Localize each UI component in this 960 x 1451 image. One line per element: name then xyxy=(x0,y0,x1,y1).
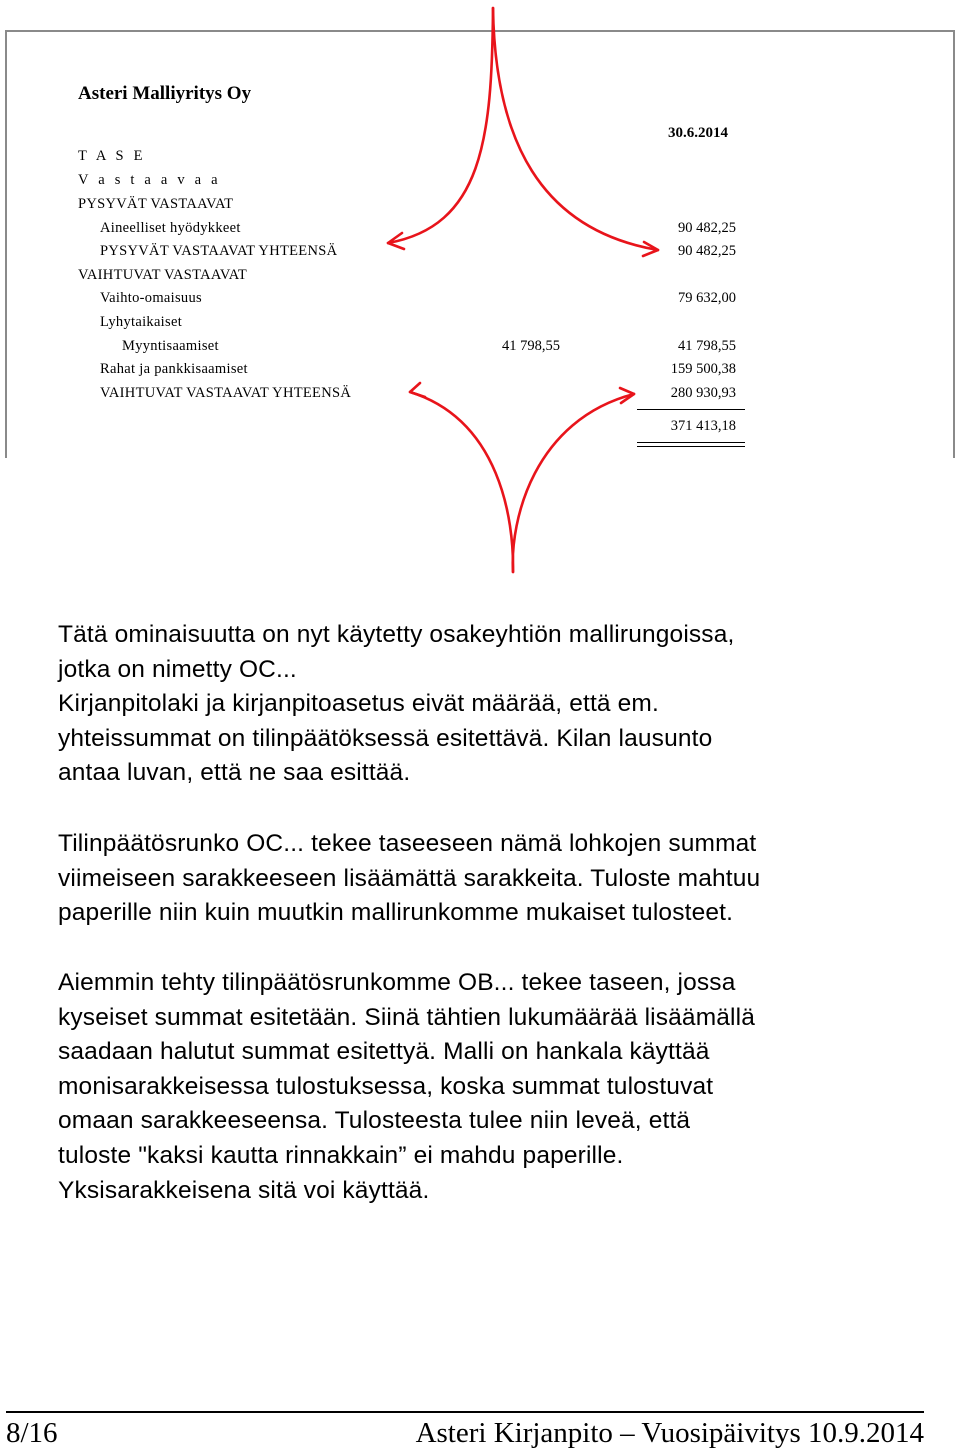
text-line: Kirjanpitolaki ja kirjanpitoasetus eivät määrää, että em. xyxy=(58,690,659,718)
arrow-upper-right xyxy=(493,8,658,250)
text-line: yhteissummat on tilinpäätöksessä esitettävä. Kilan lausunto xyxy=(58,724,713,752)
balance-date: 30.6.2014 xyxy=(668,125,728,141)
paragraph-2 xyxy=(58,827,938,931)
row-subtotal: 41 798,55 xyxy=(502,338,560,354)
grand-total: 371 413,18 xyxy=(670,418,736,434)
row-label: VAIHTUVAT VASTAAVAT YHTEENSÄ xyxy=(100,385,352,401)
row-total: 159 500,38 xyxy=(670,361,736,377)
arrowhead-lower-left xyxy=(410,383,425,397)
paragraph-1 xyxy=(58,618,938,791)
text-line: tuloste "kaksi kautta rinnakkain” ei mahdu paperille. xyxy=(58,1141,624,1169)
row-label: PYSYVÄT VASTAAVAT YHTEENSÄ xyxy=(100,243,338,259)
row-label: PYSYVÄT VASTAAVAT xyxy=(78,196,234,212)
vastaavaa-heading: V a s t a a v a a xyxy=(78,172,221,188)
paragraph-3 xyxy=(58,966,938,1208)
text-line: Yksisarakkeisena sitä voi käyttää. xyxy=(58,1176,430,1204)
arrow-lower-left xyxy=(410,392,513,572)
text-line: saadaan halutut summat esitettyä. Malli on hankala käyttää xyxy=(58,1038,710,1066)
page-number: 8/16 xyxy=(6,1417,58,1449)
text-line: Aiemmin tehty tilinpäätösrunkomme OB... tekee taseen, jossa xyxy=(58,969,736,996)
row-label: Lyhytaikaiset xyxy=(100,314,183,330)
row-total: 41 798,55 xyxy=(678,338,736,354)
red-arrows-graphic xyxy=(0,0,960,600)
arrow-lower-right xyxy=(513,394,634,572)
row-label: VAIHTUVAT VASTAAVAT xyxy=(78,267,248,283)
text-line: paperille niin kuin muutkin mallirunkomme mukaiset tulosteet. xyxy=(58,899,734,927)
text-line: antaa luvan, että ne saa esittää. xyxy=(58,759,411,787)
tase-title: T A S E xyxy=(78,148,146,164)
company-name: Asteri Malliyritys Oy xyxy=(78,83,252,104)
row-total: 79 632,00 xyxy=(678,290,736,306)
row-total: 280 930,93 xyxy=(670,385,736,401)
row-total: 90 482,25 xyxy=(678,220,736,236)
row-label: Rahat ja pankkisaamiset xyxy=(100,361,248,377)
text-line: omaan sarakkeeseensa. Tulosteesta tulee niin leveä, että xyxy=(58,1107,691,1135)
text-line: kyseiset summat esitetään. Siinä tähtien lukumäärää lisäämällä xyxy=(58,1003,755,1031)
row-label: Aineelliset hyödykkeet xyxy=(100,220,241,236)
text-line: viimeiseen sarakkeeseen lisäämättä sarakkeita. Tuloste mahtuu xyxy=(58,864,761,892)
row-label: Myyntisaamiset xyxy=(122,338,219,354)
footer-rule xyxy=(6,1411,924,1413)
text-line: Tätä ominaisuutta on nyt käytetty osakeyhtiön mallirungoissa, xyxy=(58,621,735,648)
text-line: monisarakkeisessa tulostuksessa, koska summat tulostuvat xyxy=(58,1072,714,1100)
row-total: 90 482,25 xyxy=(678,243,736,259)
footer-title: Asteri Kirjanpito – Vuosipäivitys 10.9.2014 xyxy=(415,1417,924,1449)
text-line: jotka on nimetty OC... xyxy=(58,655,297,683)
arrow-upper-left xyxy=(388,8,493,243)
text-line: Tilinpäätösrunko OC... tekee taseeseen nämä lohkojen summat xyxy=(58,830,757,857)
row-label: Vaihto-omaisuus xyxy=(100,290,202,306)
